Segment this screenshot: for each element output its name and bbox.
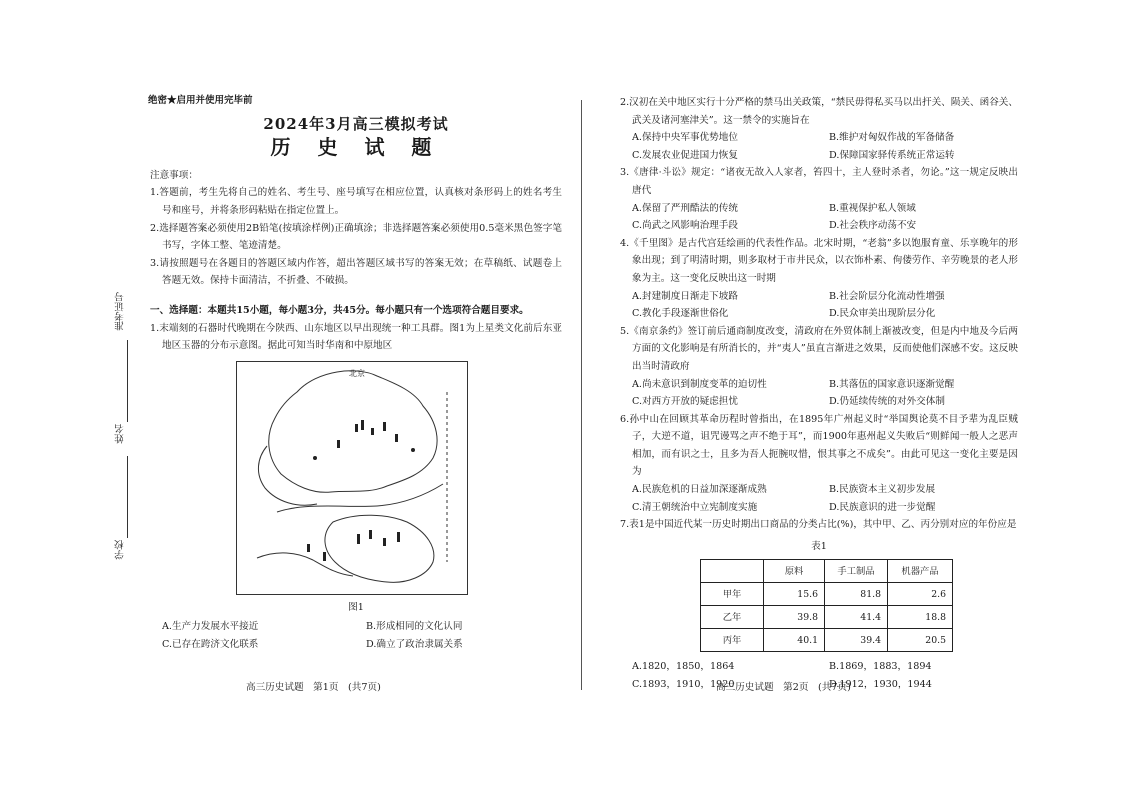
side-label-exam-number: 准考证号	[115, 292, 126, 331]
secret-mark: 绝密★启用并使用完毕前	[148, 95, 253, 106]
option-d: D.民族意识的进一步觉醒	[829, 501, 936, 513]
option-d: D.民众审美出现阶层分化	[829, 308, 936, 320]
table-cell: 81.8	[825, 583, 888, 606]
question-4-options	[620, 288, 1018, 323]
option-c: C.已存在跨济文化联系	[162, 638, 259, 650]
table-cell: 40.1	[764, 629, 825, 652]
map-south-region	[325, 515, 434, 582]
question-6-options	[620, 481, 1018, 516]
option-b: B.维护对匈奴作战的军备储备	[829, 132, 955, 144]
option-c: C.尚武之风影响治理手段	[632, 220, 738, 232]
map-north-region	[269, 371, 437, 492]
table-row	[701, 583, 953, 606]
option-b: B.社会阶层分化流动性增强	[829, 290, 945, 302]
map-river-yellow	[258, 446, 317, 505]
figure-1-caption: 图1	[348, 601, 364, 613]
question-5-options	[620, 376, 1018, 411]
option-a: A.生产力发展水平接近	[162, 621, 259, 633]
table-row	[701, 629, 953, 652]
table-cell: 41.4	[825, 606, 888, 629]
option-d: D.仍延续传统的对外交体制	[829, 396, 945, 408]
option-c: C.1893，1910，1920	[632, 679, 735, 691]
option-b: B.形成相同的文化认同	[366, 621, 463, 633]
column-divider	[581, 100, 582, 690]
side-label-school: 学校	[115, 540, 126, 560]
table-row-label: 乙年	[701, 606, 764, 629]
option-d: D.确立了政治隶属关系	[366, 638, 463, 650]
table-row-label: 丙年	[701, 629, 764, 652]
option-a: A.1820，1850，1864	[632, 661, 735, 673]
note-item: 1.答题前，考生先将自己的姓名、考生号、座号填写在相应位置，认真核对条形码上的姓名考生号和座号，并将条形码粘贴在指定位置上。	[150, 187, 562, 216]
question-7-stem: 7.表1是中国近代某一历史时期出口商品的分类占比(%)，其中甲、乙、丙分别对应的年份应是	[620, 519, 1017, 531]
question-4-stem: 4.《千里图》是古代宫廷绘画的代表性作品。北宋时期，“老翁”多以饱服育童、乐享晚年的形象出现；到了明清时期，则多取材于市井民众，以衣饰朴素、佝偻劳作、辛劳晚景的老人形象为主。这一变化反映出这一时期	[620, 237, 1018, 284]
side-line-exam-number	[127, 340, 128, 422]
option-c: C.教化手段逐渐世俗化	[632, 308, 729, 320]
side-line-name	[127, 456, 128, 538]
table-header-cell: 原料	[764, 560, 825, 583]
table-cell: 39.8	[764, 606, 825, 629]
option-b: B.民族资本主义初步发展	[829, 484, 936, 496]
option-d: D.1912，1930，1944	[829, 679, 932, 691]
table-header-cell: 机器产品	[888, 560, 953, 583]
figure-1-map	[236, 361, 468, 595]
left-column	[150, 92, 562, 654]
question-6-stem: 6.孙中山在回顾其革命历程时曾指出，在1895年广州起义时“举国舆论莫不目予辈为乱臣贼子，大逆不道，诅咒谩骂之声不绝于耳”，而1900年惠州起义失败后“则鲜闻一般人之恶声相加，而有识之士，且多为吾人扼腕叹惜，恨其事之不成矣”。由此可见这一变化主要是因为	[620, 413, 1018, 478]
table-row-label: 甲年	[701, 583, 764, 606]
table-cell: 18.8	[888, 606, 953, 629]
table-cell: 39.4	[825, 629, 888, 652]
exam-title: 2024年3月高三模拟考试	[263, 114, 449, 133]
table-header-cell: 手工制品	[825, 560, 888, 583]
map-illustration	[237, 362, 467, 594]
table-header-row	[701, 560, 953, 583]
page-footer-left: 高三历史试题 第1页 (共7页)	[246, 682, 381, 693]
question-1-options	[150, 618, 562, 653]
option-a: A.封建制度日渐走下坡路	[632, 290, 738, 302]
option-b: B.其落伍的国家意识逐渐觉醒	[829, 378, 955, 390]
table-cell: 20.5	[888, 629, 953, 652]
option-a: A.保留了严刑酷法的传统	[632, 202, 738, 214]
option-d: D.保障国家驿传系统正常运转	[829, 149, 955, 161]
option-a: A.尚未意识到制度变革的迫切性	[632, 378, 767, 390]
map-label-top: 北京	[349, 368, 365, 378]
question-2-options	[620, 129, 1018, 164]
table-header-cell	[701, 560, 764, 583]
question-1-stem: 1.末端刻的石器时代晚期在今陕西、山东地区以早出现统一种工具群。图1为上星类文化前后东亚地区玉器的分布示意图。据此可知当时华南和中原地区	[150, 322, 562, 352]
map-river-yangtze	[277, 484, 443, 512]
note-item: 2.选择题答案必须使用2B铅笔(按填涂样例)正确填涂；非选择题答案必须使用0.5毫米黑色签字笔书写，字体工整、笔迹清楚。	[150, 222, 562, 252]
right-column	[620, 94, 1018, 694]
page-footer-right: 高三历史试题 第2页 (共7页)	[716, 682, 851, 693]
table-cell: 15.6	[764, 583, 825, 606]
option-b: B.重视保护私人领域	[829, 202, 916, 214]
notes-title: 注意事项：	[150, 169, 198, 181]
option-d: D.社会秩序动荡不安	[829, 220, 917, 232]
section-heading: 一、选择题：本题共15小题，每小题3分，共45分。每小题只有一个选项符合题目要求。	[150, 304, 529, 316]
option-c: C.清王朝统治中立宪制度实施	[632, 501, 758, 513]
subject-title: 历 史 试 题	[270, 135, 442, 160]
table-row	[701, 606, 953, 629]
option-a: A.民族危机的日益加深逐渐成熟	[632, 484, 767, 496]
option-c: C.对西方开放的疑虑担忧	[632, 396, 738, 408]
question-3-stem: 3.《唐律·斗讼》规定：“诸夜无故入人家者，笞四十，主人登时杀者，勿论。”这一规定反映出唐代	[620, 167, 1018, 196]
note-item: 3.请按照题号在各题目的答题区域内作答，超出答题区域书写的答案无效；在草稿纸、试题卷上答题无效。保持卡面清洁，不折叠、不破损。	[150, 257, 562, 287]
option-a: A.保持中央军事优势地位	[632, 132, 738, 144]
side-label-name: 姓名	[115, 424, 126, 444]
option-c: C.发展农业促进国力恢复	[632, 149, 738, 161]
table-1-caption: 表1	[811, 540, 827, 552]
map-river-pearl	[257, 553, 353, 576]
question-2-stem: 2.汉初在关中地区实行十分严格的禁马出关政策，“禁民毋得私买马以出扞关、陨关、函谷关、武关及诸河塞津关”。这一禁令的实施旨在	[620, 97, 1018, 126]
question-3-options	[620, 200, 1018, 235]
table-1	[700, 559, 953, 652]
option-b: B.1869，1883，1894	[829, 661, 932, 673]
question-5-stem: 5.《南京条约》签订前后通商制度改变，清政府在外贸体制上渐被改变，但是内中地及今后两方面的文化影响是有所消长的，并“夷人”虽直言渐进之效果，反而使他们深感不安。这反映出当时清政府	[620, 325, 1018, 372]
table-cell: 2.6	[888, 583, 953, 606]
